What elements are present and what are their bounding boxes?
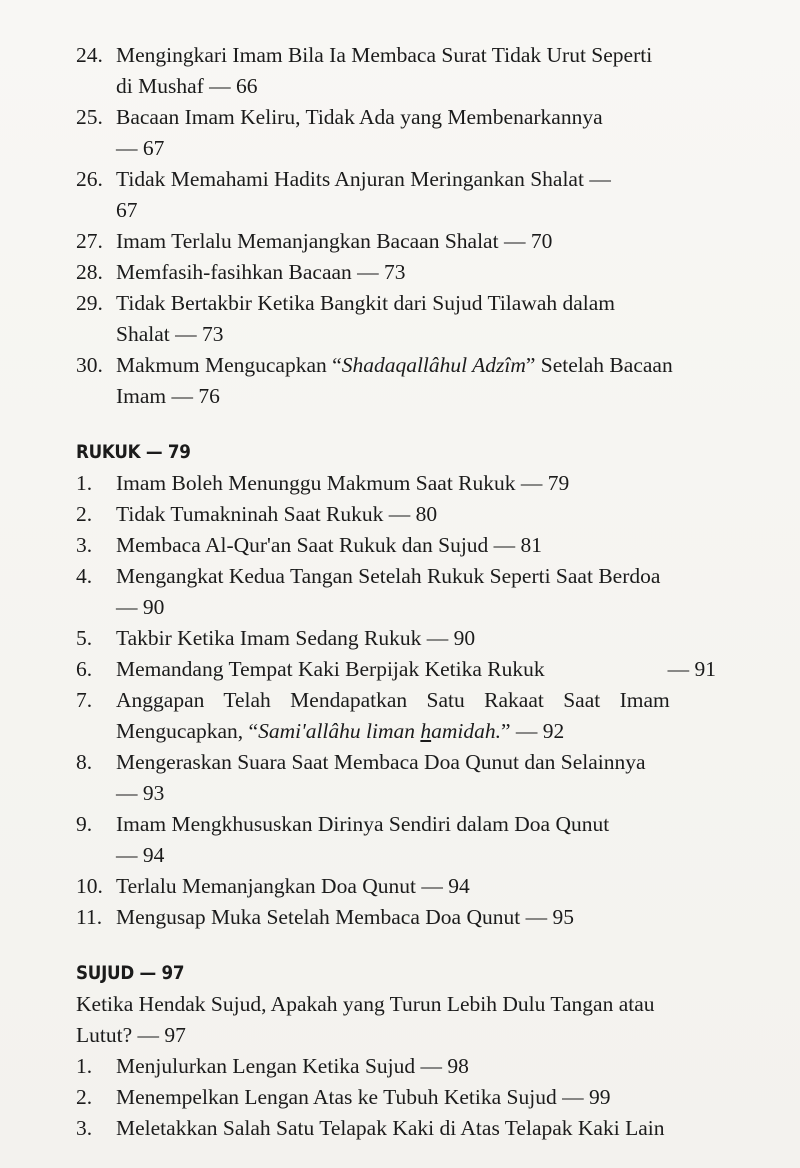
toc-item [76, 1051, 728, 1082]
item-number: 2. [76, 502, 93, 526]
item-number: 28. [76, 260, 103, 284]
toc-item-27 [76, 226, 728, 257]
item-number: 30. [76, 353, 103, 377]
item-text: Mengingkari Imam Bila Ia Membaca Surat Tidak Urut Seperti [116, 43, 653, 67]
item-number: 1. [76, 1054, 93, 1078]
item-number: 25. [76, 105, 103, 129]
toc-item-26 [76, 164, 728, 226]
item-number: 27. [76, 229, 103, 253]
item-text-cont: di Mushaf — 66 [116, 74, 258, 98]
item-text: Mengeraskan Suara Saat Membaca Doa Qunut dan Selainnya [116, 750, 646, 774]
toc-item-29 [76, 288, 728, 350]
intro-text: Ketika Hendak Sujud, Apakah yang Turun Lebih Dulu Tangan atau [76, 992, 655, 1016]
item-text: Mengusap Muka Setelah Membaca Doa Qunut — 95 [116, 905, 574, 929]
item-text-italic-2: amidah. [431, 719, 501, 743]
item-text: Mengangkat Kedua Tangan Setelah Rukuk Seperti Saat Berdoa [116, 564, 661, 588]
item-text: Tidak Tumakninah Saat Rukuk — 80 [116, 502, 438, 526]
toc-item [76, 623, 728, 654]
toc-item-24 [76, 40, 728, 102]
item-text: Takbir Ketika Imam Sedang Rukuk — 90 [116, 626, 476, 650]
item-number: 24. [76, 43, 103, 67]
item-number: 5. [76, 626, 93, 650]
item-number: 26. [76, 167, 103, 191]
item-number: 1. [76, 471, 93, 495]
item-text: Meletakkan Salah Satu Telapak Kaki di Atas Telapak Kaki Lain [116, 1116, 665, 1140]
item-number: 4. [76, 564, 93, 588]
item-number: 10. [76, 874, 103, 898]
item-text-cont: — 67 [116, 136, 165, 160]
table-of-contents [76, 40, 728, 1144]
item-text: Terlalu Memanjangkan Doa Qunut — 94 [116, 874, 470, 898]
toc-item [76, 654, 728, 685]
item-text-italic: Shadaqallâhul Adzîm [341, 353, 526, 377]
item-text: Menempelkan Lengan Atas ke Tubuh Ketika Sujud — 99 [116, 1085, 611, 1109]
toc-item [76, 809, 728, 871]
item-text: Bacaan Imam Keliru, Tidak Ada yang Membenarkannya [116, 105, 603, 129]
section-heading-rukuk: RUKUK — 79 [76, 441, 191, 463]
item-number: 29. [76, 291, 103, 315]
item-number: 3. [76, 533, 93, 557]
item-text-cont: — 93 [116, 781, 165, 805]
item-text: Tidak Memahami Hadits Anjuran Meringankan Shalat — [116, 167, 611, 191]
item-text-cont: Mengucapkan, “ [116, 719, 259, 743]
toc-item [76, 530, 728, 561]
toc-item [76, 1113, 728, 1144]
toc-item-28 [76, 257, 728, 288]
sujud-intro [76, 989, 728, 1051]
intro-text-cont: Lutut? — 97 [76, 1023, 186, 1047]
toc-item-25 [76, 102, 728, 164]
item-number: 6. [76, 657, 93, 681]
item-text-cont: Shalat — 73 [116, 322, 224, 346]
item-text: Imam Mengkhususkan Dirinya Sendiri dalam Doa Qunut [116, 812, 610, 836]
item-text: Tidak Bertakbir Ketika Bangkit dari Sujud Tilawah dalam [116, 291, 616, 315]
item-text: Menjulurkan Lengan Ketika Sujud — 98 [116, 1054, 469, 1078]
item-text: Imam Boleh Menunggu Makmum Saat Rukuk — 79 [116, 471, 570, 495]
toc-item [76, 499, 728, 530]
item-number: 2. [76, 1085, 93, 1109]
item-page: — 91 [667, 657, 716, 681]
section-heading-sujud: SUJUD — 97 [76, 962, 185, 984]
toc-item [76, 747, 728, 809]
item-text-italic: Sami'allâhu liman [258, 719, 421, 743]
toc-item-30 [76, 350, 728, 412]
toc-item [76, 561, 728, 623]
toc-item [76, 871, 728, 902]
item-text-end: ” — 92 [501, 719, 565, 743]
item-text: Memfasih-fasihkan Bacaan — 73 [116, 260, 406, 284]
item-text-cont: — 90 [116, 595, 165, 619]
item-number: 3. [76, 1116, 93, 1140]
item-text-cont: 67 [116, 198, 138, 222]
item-text: Memandang Tempat Kaki Berpijak Ketika Rukuk [116, 657, 545, 681]
toc-item [76, 1082, 728, 1113]
toc-item [76, 902, 728, 933]
item-number: 8. [76, 750, 93, 774]
item-text: Anggapan Telah Mendapatkan Satu Rakaat Saat Imam [116, 688, 670, 712]
item-text: Membaca Al-Qur'an Saat Rukuk dan Sujud — 81 [116, 533, 543, 557]
item-text-cont: — 94 [116, 843, 165, 867]
item-text-underlined: h [420, 719, 432, 743]
item-number: 11. [76, 905, 103, 929]
item-text-cont: Imam — 76 [116, 384, 220, 408]
item-number: 9. [76, 812, 93, 836]
toc-item [76, 468, 728, 499]
item-text-end: ” Setelah Bacaan [525, 353, 673, 377]
item-text: Makmum Mengucapkan “ [116, 353, 342, 377]
item-text: Imam Terlalu Memanjangkan Bacaan Shalat — 70 [116, 229, 553, 253]
toc-item [76, 685, 728, 747]
item-number: 7. [76, 688, 93, 712]
